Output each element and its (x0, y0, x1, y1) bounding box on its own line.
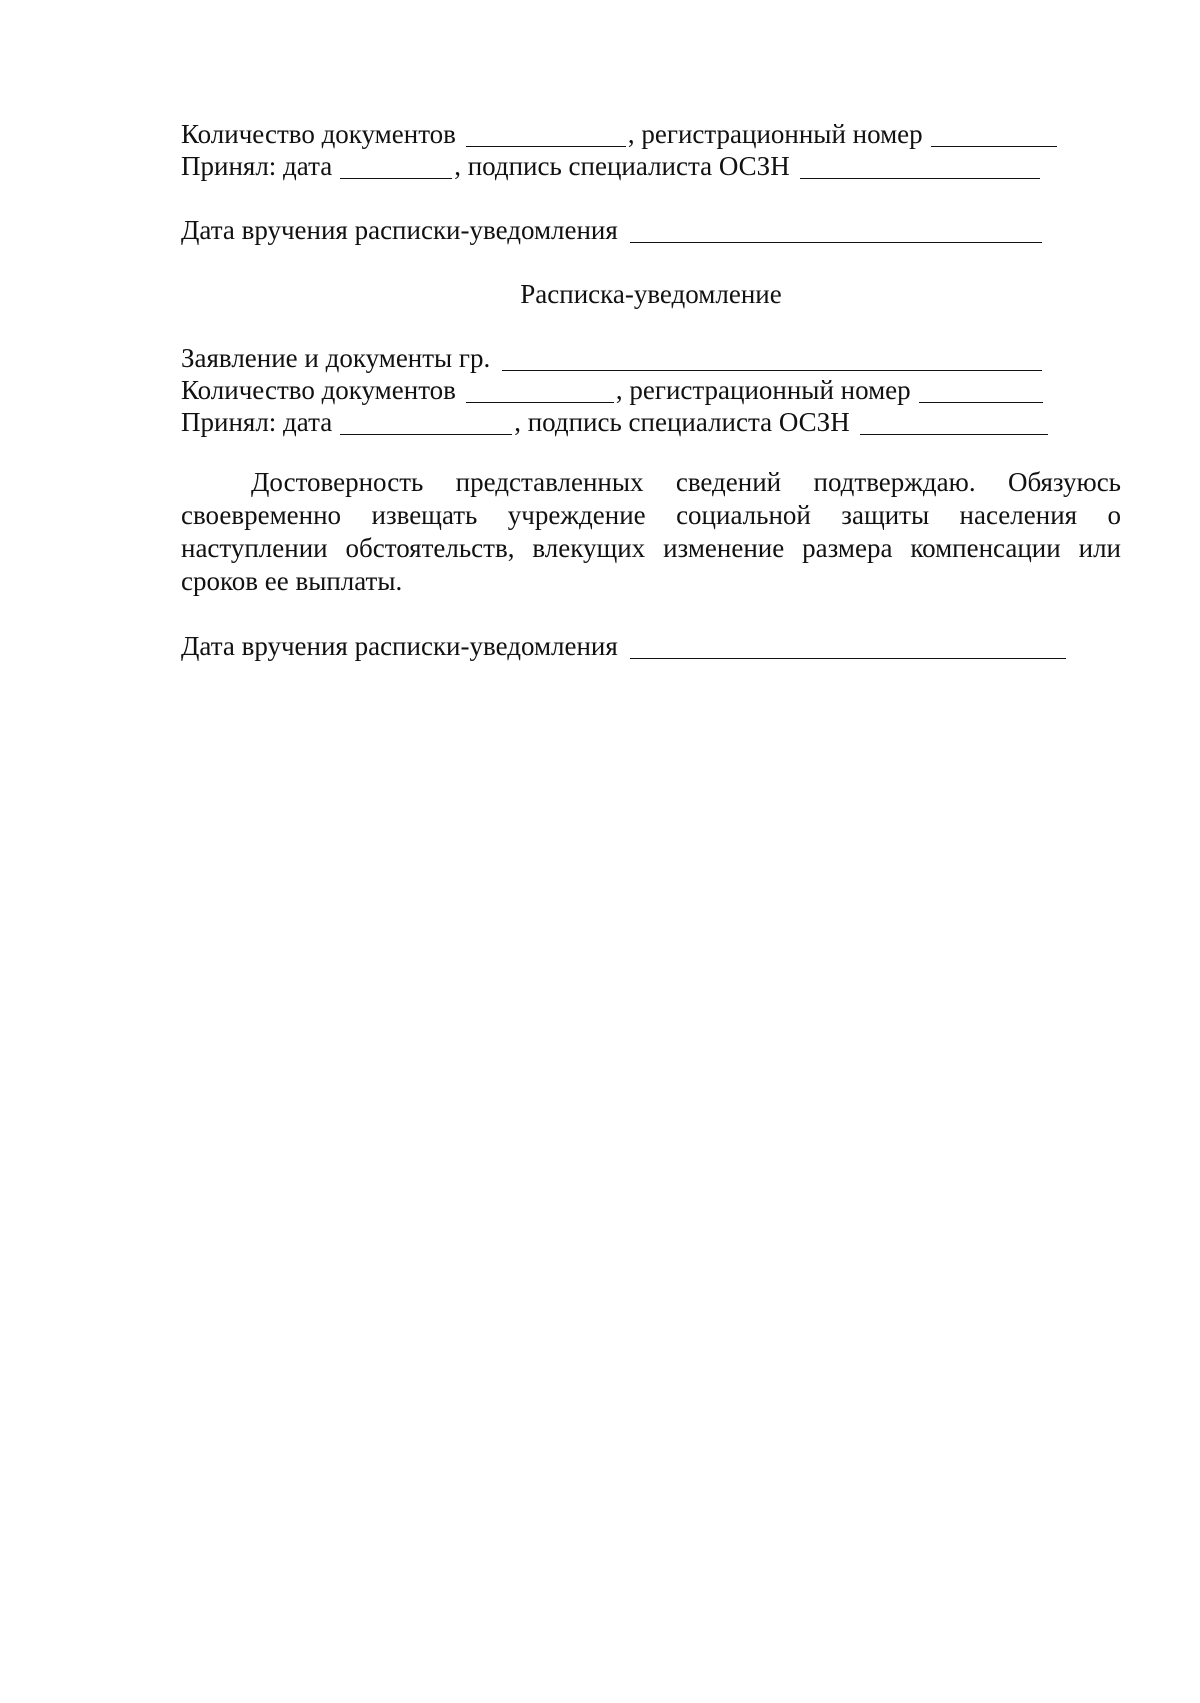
applicant-name-blank[interactable] (502, 370, 1042, 371)
application-label: Заявление и документы гр. (181, 343, 491, 373)
application-line (181, 342, 1121, 374)
doc-count-blank[interactable] (466, 402, 614, 403)
delivery-date-line-1 (181, 214, 1121, 246)
specialist-signature-label: , подпись специалиста ОСЗН (514, 407, 850, 437)
accepted-date-blank[interactable] (340, 178, 452, 179)
certification-paragraph: Достоверность представленных сведений подтверждаю. Обязуюсь своевременно извещать учреждение социальной защиты населения о наступлении обстоятельств, влекущих изменение размера компенсации или сроков ее выплаты. (181, 467, 1121, 596)
accepted-line-2 (181, 406, 1121, 438)
spacer (181, 246, 1121, 278)
specialist-signature-label: , подпись специалиста ОСЗН (454, 151, 790, 181)
delivery-date-label: Дата вручения расписки-уведомления (181, 215, 618, 245)
accepted-date-blank[interactable] (340, 434, 512, 435)
reg-number-label: , регистрационный номер (615, 375, 911, 405)
doc-count-blank[interactable] (466, 146, 626, 147)
accepted-line-1 (181, 150, 1121, 182)
specialist-signature-blank[interactable] (800, 178, 1040, 179)
specialist-signature-blank[interactable] (860, 434, 1048, 435)
delivery-date-label: Дата вручения расписки-уведомления (181, 631, 618, 661)
accepted-date-label: Принял: дата (181, 407, 333, 437)
doc-count-label: Количество документов (181, 375, 456, 405)
doc-count-line-1 (181, 118, 1121, 150)
doc-count-line-2 (181, 374, 1121, 406)
reg-number-label: , регистрационный номер (627, 119, 923, 149)
spacer (181, 598, 1121, 630)
spacer (181, 438, 1121, 452)
accepted-date-label: Принял: дата (181, 151, 333, 181)
spacer (181, 182, 1121, 214)
doc-count-label: Количество документов (181, 119, 456, 149)
delivery-date-blank[interactable] (630, 658, 1066, 659)
form-body (181, 118, 1121, 662)
reg-number-blank[interactable] (919, 402, 1043, 403)
spacer (181, 452, 1121, 466)
spacer (181, 310, 1121, 342)
delivery-date-blank[interactable] (630, 242, 1042, 243)
delivery-date-line-2 (181, 630, 1121, 662)
reg-number-blank[interactable] (931, 146, 1057, 147)
receipt-title: Расписка-уведомление (520, 279, 782, 309)
